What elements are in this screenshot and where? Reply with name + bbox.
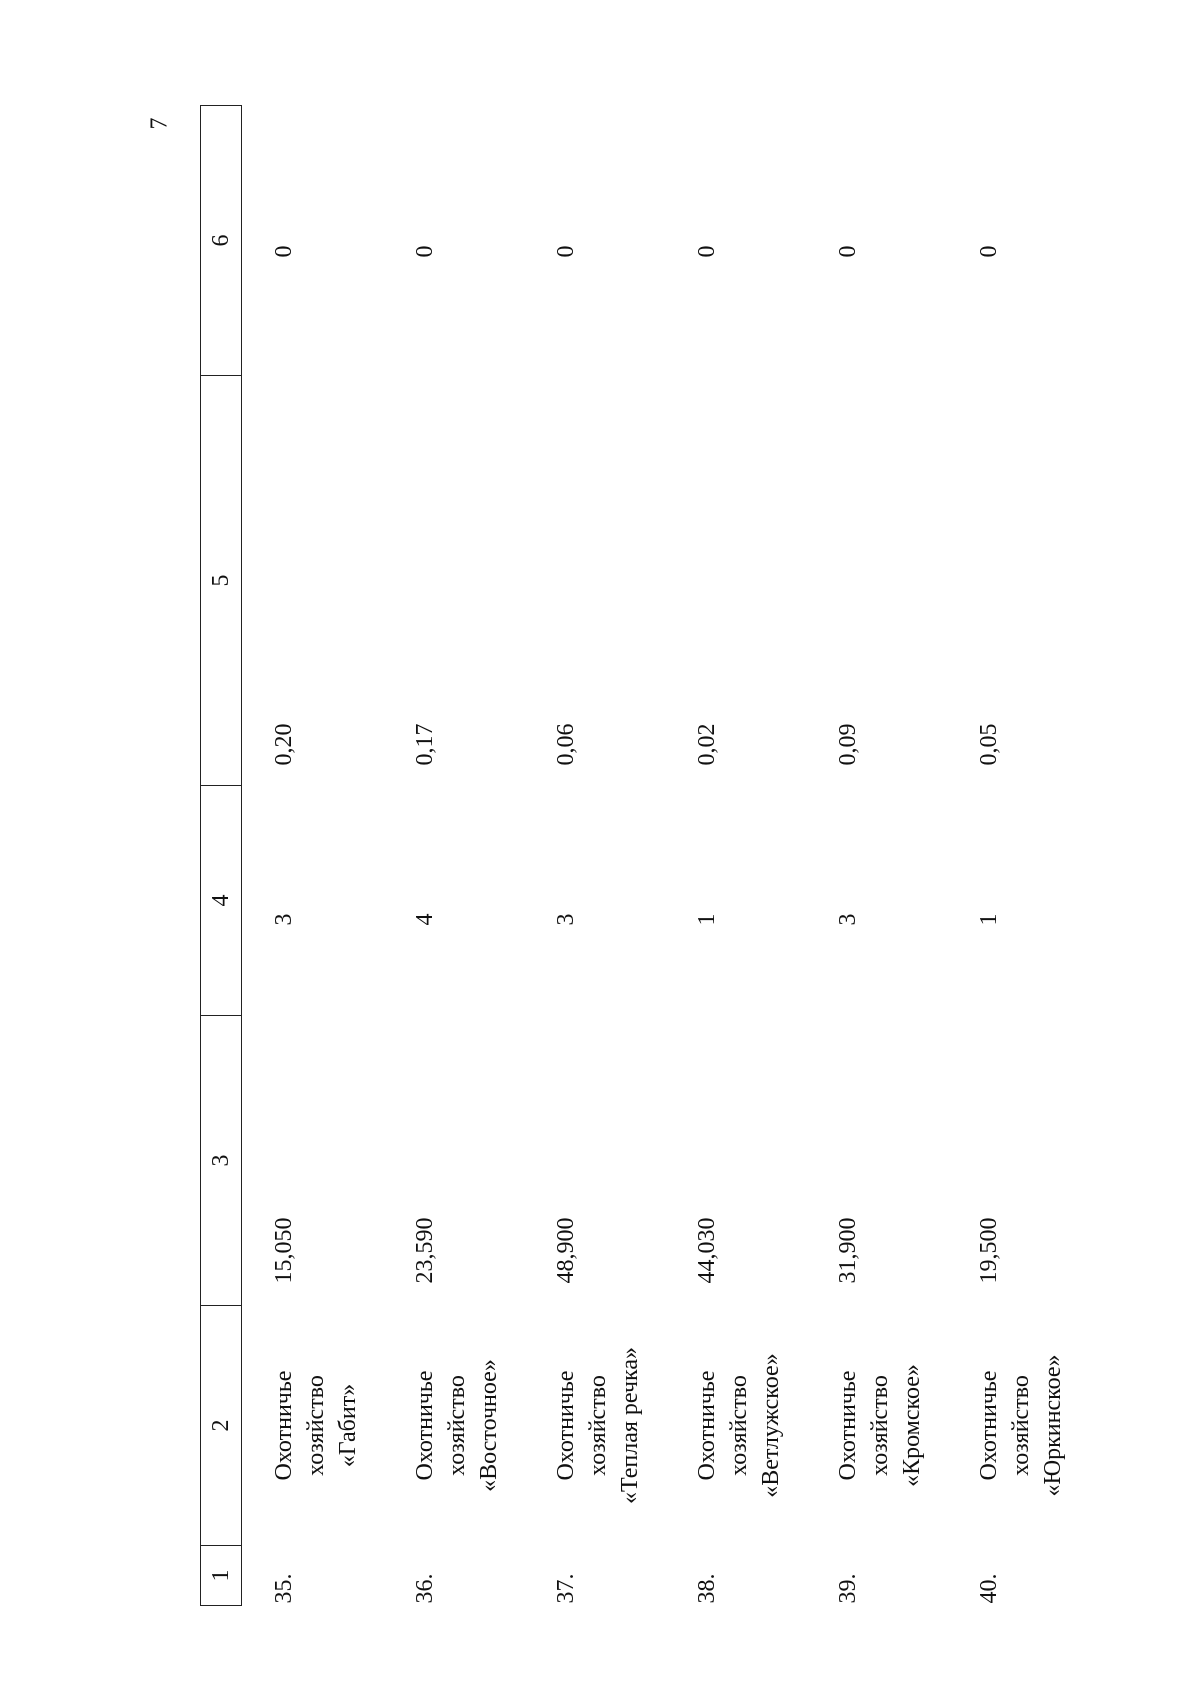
rotated-page <box>200 106 1200 1606</box>
value-col-5: 0,20 <box>271 723 297 766</box>
table-row <box>524 106 665 1606</box>
table-row <box>383 106 524 1606</box>
value-col-5: 0,17 <box>412 723 438 766</box>
header-row <box>201 106 242 1606</box>
value-col-4: 3 <box>553 913 579 926</box>
name-line: хозяйство <box>867 1375 893 1476</box>
name-line: Охотничье <box>553 1370 579 1481</box>
header-cell-1: 1 <box>201 1546 242 1606</box>
name-line: хозяйство <box>726 1375 752 1476</box>
hunting-farm-name <box>806 1306 947 1546</box>
value-col-6: 0 <box>553 245 579 258</box>
hunting-farm-name <box>524 1306 665 1546</box>
row-number: 35. <box>271 1573 297 1604</box>
table-row <box>665 106 806 1606</box>
name-line: «Юркинское» <box>1040 1354 1066 1497</box>
name-line: Охотничье <box>271 1370 297 1481</box>
name-line: «Восточное» <box>476 1359 502 1492</box>
value-col-5: 0,02 <box>694 723 720 766</box>
header-cell-4: 4 <box>201 786 242 1016</box>
value-col-3: 23,590 <box>412 1217 438 1284</box>
header-cell-5: 5 <box>201 376 242 786</box>
name-line: хозяйство <box>303 1375 329 1476</box>
hunting-farm-name <box>665 1306 806 1546</box>
row-number: 37. <box>553 1573 579 1604</box>
value-col-3: 31,900 <box>835 1217 861 1284</box>
name-line: «Теплая речка» <box>617 1347 643 1504</box>
value-col-4: 4 <box>412 913 438 926</box>
page-number: 7 <box>146 117 173 130</box>
name-line: Охотничье <box>412 1370 438 1481</box>
row-number: 40. <box>976 1573 1002 1604</box>
row-number: 39. <box>835 1573 861 1604</box>
name-line: хозяйство <box>1008 1375 1034 1476</box>
hunting-farm-name <box>242 1306 384 1546</box>
value-col-4: 3 <box>271 913 297 926</box>
name-line: «Ветлужское» <box>758 1353 784 1498</box>
value-col-4: 1 <box>694 913 720 926</box>
hunting-farm-name <box>947 1306 1088 1546</box>
name-line: Охотничье <box>694 1370 720 1481</box>
value-col-6: 0 <box>976 245 1002 258</box>
value-col-4: 3 <box>835 913 861 926</box>
name-line: Охотничье <box>835 1370 861 1481</box>
header-cell-3: 3 <box>201 1016 242 1306</box>
value-col-5: 0,06 <box>553 723 579 766</box>
table-row <box>806 106 947 1606</box>
table-row <box>242 106 384 1606</box>
row-number: 38. <box>694 1573 720 1604</box>
value-col-3: 44,030 <box>694 1217 720 1284</box>
name-line: Охотничье <box>976 1370 1002 1481</box>
value-col-6: 0 <box>412 245 438 258</box>
value-col-5: 0,05 <box>976 723 1002 766</box>
table-row <box>947 106 1088 1606</box>
name-line: «Кромское» <box>899 1364 925 1487</box>
hunting-farm-name <box>383 1306 524 1546</box>
value-col-3: 48,900 <box>553 1217 579 1284</box>
value-col-6: 0 <box>271 245 297 258</box>
value-col-3: 19,500 <box>976 1217 1002 1284</box>
header-cell-2: 2 <box>201 1306 242 1546</box>
name-line: хозяйство <box>444 1375 470 1476</box>
value-col-3: 15,050 <box>271 1217 297 1284</box>
value-col-5: 0,09 <box>835 723 861 766</box>
value-col-4: 1 <box>976 913 1002 926</box>
row-number: 36. <box>412 1573 438 1604</box>
value-col-6: 0 <box>694 245 720 258</box>
name-line: хозяйство <box>585 1375 611 1476</box>
data-table <box>200 105 1088 1606</box>
value-col-6: 0 <box>835 245 861 258</box>
header-cell-6: 6 <box>201 106 242 376</box>
name-line: «Габит» <box>335 1383 361 1468</box>
